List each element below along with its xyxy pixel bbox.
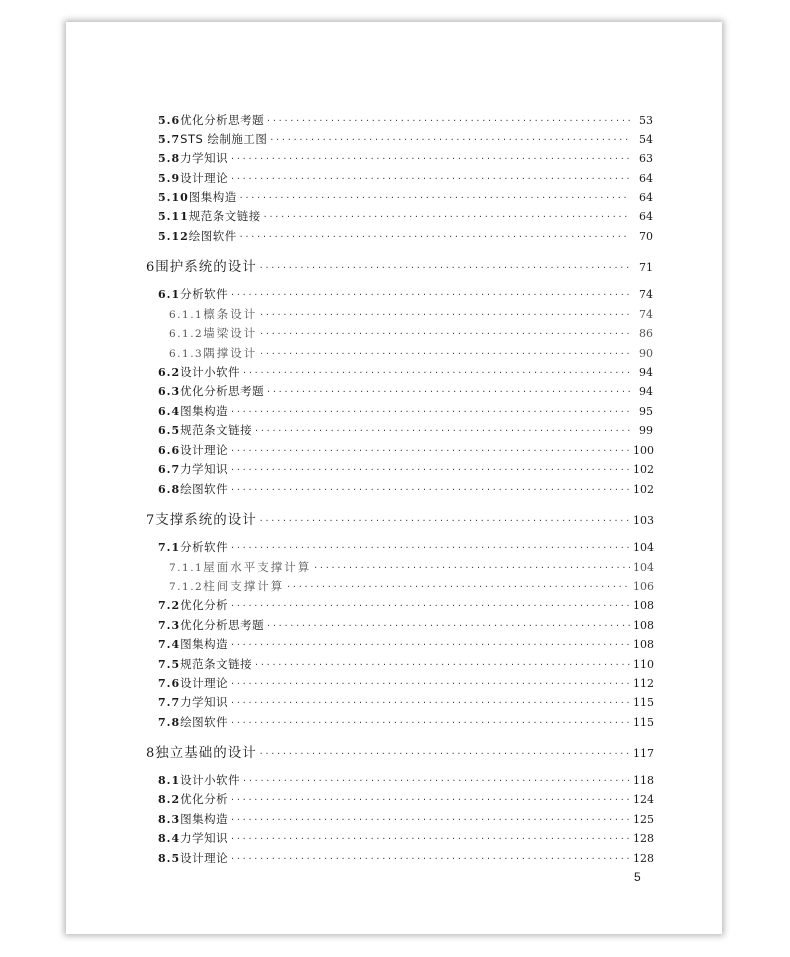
toc-page-number: 104	[633, 561, 654, 574]
toc-page-number: 74	[639, 308, 653, 321]
dot-leader	[254, 426, 630, 435]
dot-leader	[313, 563, 630, 572]
toc-number: 8.5	[158, 852, 181, 865]
toc-number: 6.3	[158, 385, 181, 398]
toc-page-number: 128	[633, 832, 654, 845]
toc-title: 规范条文链接	[180, 657, 253, 671]
toc-section-entry[interactable]	[158, 442, 653, 460]
dot-leader	[263, 212, 630, 221]
toc-number: 6.1.2	[169, 328, 204, 340]
toc-page-number: 100	[633, 444, 654, 457]
dot-leader	[286, 582, 630, 591]
toc-section-entry[interactable]	[158, 772, 653, 790]
dot-leader	[230, 679, 630, 688]
dot-leader	[239, 232, 630, 241]
toc-section-entry[interactable]	[158, 403, 653, 421]
toc-number: 6.1	[158, 288, 181, 301]
toc-title: 力学知识	[180, 151, 229, 165]
toc-section-entry[interactable]	[158, 422, 653, 440]
toc-title: 分析软件	[180, 287, 229, 301]
dot-leader	[230, 854, 630, 863]
toc-chapter-entry[interactable]	[146, 508, 653, 526]
toc-title: 图集构造	[180, 404, 229, 418]
toc-number: 6.4	[158, 405, 181, 418]
toc-page-number: 71	[639, 261, 653, 274]
toc-page-number: 63	[639, 152, 653, 165]
toc-title: 图集构造	[180, 637, 229, 651]
toc-title: 绘图软件	[180, 715, 229, 729]
toc-title: 屋面水平支撑计算	[203, 560, 312, 574]
toc-page-number: 108	[633, 599, 654, 612]
toc-page-number: 90	[639, 347, 653, 360]
toc-number: 6.5	[158, 424, 181, 437]
toc-page-number: 94	[639, 385, 653, 398]
toc-section-entry[interactable]	[158, 481, 653, 499]
toc-page-number: 110	[633, 658, 654, 671]
toc-number: 7.1.1	[169, 562, 204, 574]
toc-title: 设计小软件	[180, 365, 241, 379]
toc-page-number: 125	[633, 813, 654, 826]
toc-page-number: 64	[639, 172, 653, 185]
toc-title: 设计理论	[180, 676, 229, 690]
toc-page-number: 108	[633, 638, 654, 651]
dot-leader	[239, 193, 630, 202]
toc-number: 8.3	[158, 813, 181, 826]
toc-number: 6.1.3	[169, 348, 204, 360]
dot-leader	[230, 718, 630, 727]
toc-number: 7.5	[158, 658, 181, 671]
toc-number: 7.8	[158, 716, 181, 729]
book-page	[66, 22, 722, 934]
toc-section-entry[interactable]	[158, 208, 653, 226]
dot-leader	[259, 349, 630, 358]
toc-section-entry[interactable]	[158, 656, 653, 674]
toc-title: 檩条设计	[203, 307, 258, 321]
dot-leader	[230, 834, 630, 843]
toc-number: 7.6	[158, 677, 181, 690]
toc-title: 分析软件	[180, 540, 229, 554]
toc-section-entry[interactable]	[158, 228, 653, 246]
toc-section-entry[interactable]	[158, 694, 653, 712]
toc-page-number: 115	[633, 716, 654, 729]
toc-title: 力学知识	[180, 462, 229, 476]
toc-section-entry[interactable]	[158, 675, 653, 693]
toc-number: 5.10	[158, 191, 189, 204]
toc-number: 7.2	[158, 599, 181, 612]
toc-number: 5.6	[158, 114, 181, 127]
toc-number: 8.2	[158, 793, 181, 806]
toc-number: 5.8	[158, 152, 181, 165]
dot-leader	[230, 446, 630, 455]
toc-number: 7.1.2	[169, 581, 204, 593]
toc-chapter-entry[interactable]	[146, 255, 653, 273]
toc-number: 6.7	[158, 463, 181, 476]
toc-page-number: 112	[633, 677, 654, 690]
toc-section-entry[interactable]	[158, 597, 653, 615]
dot-leader	[269, 135, 630, 144]
toc-title: 规范条文链接	[180, 423, 253, 437]
toc-section-entry[interactable]	[158, 830, 653, 848]
toc-title: 图集构造	[180, 812, 229, 826]
toc-title: 设计小软件	[180, 773, 241, 787]
toc-title: 设计理论	[180, 171, 229, 185]
toc-section-entry[interactable]	[158, 189, 653, 207]
toc-title: 优化分析思考题	[180, 113, 265, 127]
toc-page-number: 106	[633, 580, 654, 593]
toc-page-number: 53	[639, 114, 653, 127]
toc-number: 8.4	[158, 832, 181, 845]
toc-page-number: 118	[633, 774, 654, 787]
toc-number: 7.3	[158, 619, 181, 632]
toc-page-number: 86	[639, 327, 653, 340]
toc-page-number: 108	[633, 619, 654, 632]
toc-subsection-entry[interactable]	[169, 578, 653, 596]
dot-leader	[242, 776, 630, 785]
dot-leader	[230, 174, 630, 183]
toc-section-entry[interactable]	[158, 383, 653, 401]
dot-leader	[259, 749, 630, 758]
page-number: 5	[634, 870, 641, 884]
toc-page-number: 64	[639, 210, 653, 223]
toc-number: 7.1	[158, 541, 181, 554]
dot-leader	[230, 815, 630, 824]
toc-page-number: 102	[633, 483, 654, 496]
dot-leader	[259, 329, 630, 338]
toc-page-number: 74	[639, 288, 653, 301]
toc-title: STS 绘制施工图	[180, 132, 268, 146]
toc-subsection-entry[interactable]	[169, 325, 653, 343]
dot-leader	[259, 310, 630, 319]
toc-title: 柱间支撑计算	[203, 579, 285, 593]
toc-title: 支撑系统的设计	[155, 512, 257, 528]
toc-title: 绘图软件	[180, 482, 229, 496]
dot-leader	[230, 543, 630, 552]
toc-page-number: 104	[633, 541, 654, 554]
toc-title: 力学知识	[180, 695, 229, 709]
toc-title: 优化分析思考题	[180, 384, 265, 398]
dot-leader	[266, 621, 630, 630]
dot-leader	[230, 465, 630, 474]
dot-leader	[230, 640, 630, 649]
dot-leader	[230, 795, 630, 804]
toc-chapter-entry[interactable]	[146, 741, 653, 759]
toc-number: 6.1.1	[169, 309, 204, 321]
toc-section-entry[interactable]	[158, 364, 653, 382]
toc-section-entry[interactable]	[158, 286, 653, 304]
toc-page-number: 102	[633, 463, 654, 476]
toc-title: 墙梁设计	[203, 326, 258, 340]
toc-subsection-entry[interactable]	[169, 559, 653, 577]
toc-title: 力学知识	[180, 831, 229, 845]
toc-title: 优化分析	[180, 792, 229, 806]
toc-number: 7	[146, 513, 156, 528]
toc-section-entry[interactable]	[158, 850, 653, 868]
toc-section-entry[interactable]	[158, 791, 653, 809]
toc-title: 规范条文链接	[188, 209, 261, 223]
toc-number: 6.2	[158, 366, 181, 379]
toc-section-entry[interactable]	[158, 150, 653, 168]
dot-leader	[230, 154, 630, 163]
toc-title: 绘图软件	[188, 229, 237, 243]
toc-page-number: 94	[639, 366, 653, 379]
toc-page-number: 99	[639, 424, 653, 437]
toc-section-entry[interactable]	[158, 170, 653, 188]
dot-leader	[266, 387, 630, 396]
toc-title: 设计理论	[180, 443, 229, 457]
toc-page-number: 117	[633, 747, 654, 760]
toc-subsection-entry[interactable]	[169, 345, 653, 363]
toc-page-number: 128	[633, 852, 654, 865]
toc-number: 8	[146, 746, 156, 761]
dot-leader	[230, 698, 630, 707]
toc-section-entry[interactable]	[158, 112, 653, 130]
dot-leader	[230, 290, 630, 299]
toc-title: 隅撑设计	[203, 346, 258, 360]
toc-section-entry[interactable]	[158, 636, 653, 654]
dot-leader	[266, 116, 630, 125]
dot-leader	[242, 368, 630, 377]
dot-leader	[254, 660, 630, 669]
toc-title: 优化分析思考题	[180, 618, 265, 632]
toc-number: 7.7	[158, 696, 181, 709]
toc-section-entry[interactable]	[158, 714, 653, 732]
toc-number: 8.1	[158, 774, 181, 787]
toc-title: 围护系统的设计	[155, 259, 257, 275]
toc-section-entry[interactable]	[158, 811, 653, 829]
toc-section-entry[interactable]	[158, 131, 653, 149]
toc-title: 独立基础的设计	[155, 745, 257, 761]
toc-page-number: 103	[633, 514, 654, 527]
toc-title: 优化分析	[180, 598, 229, 612]
toc-number: 6	[146, 260, 156, 275]
toc-page-number: 115	[633, 696, 654, 709]
toc-number: 5.12	[158, 230, 189, 243]
toc-page-number: 95	[639, 405, 653, 418]
toc-page-number: 54	[639, 133, 653, 146]
toc-number: 5.7	[158, 133, 181, 146]
toc-page-number: 64	[639, 191, 653, 204]
toc-number: 6.8	[158, 483, 181, 496]
toc-title: 设计理论	[180, 851, 229, 865]
toc-page-number: 70	[639, 230, 653, 243]
dot-leader	[259, 516, 630, 525]
dot-leader	[230, 407, 630, 416]
toc-number: 6.6	[158, 444, 181, 457]
toc-section-entry[interactable]	[158, 617, 653, 635]
dot-leader	[230, 601, 630, 610]
dot-leader	[259, 263, 630, 272]
toc-subsection-entry[interactable]	[169, 306, 653, 324]
toc-section-entry[interactable]	[158, 461, 653, 479]
toc-number: 7.4	[158, 638, 181, 651]
toc-number: 5.11	[158, 210, 189, 223]
toc-page-number: 124	[633, 793, 654, 806]
dot-leader	[230, 485, 630, 494]
toc-number: 5.9	[158, 172, 181, 185]
toc-title: 图集构造	[188, 190, 237, 204]
toc-section-entry[interactable]	[158, 539, 653, 557]
